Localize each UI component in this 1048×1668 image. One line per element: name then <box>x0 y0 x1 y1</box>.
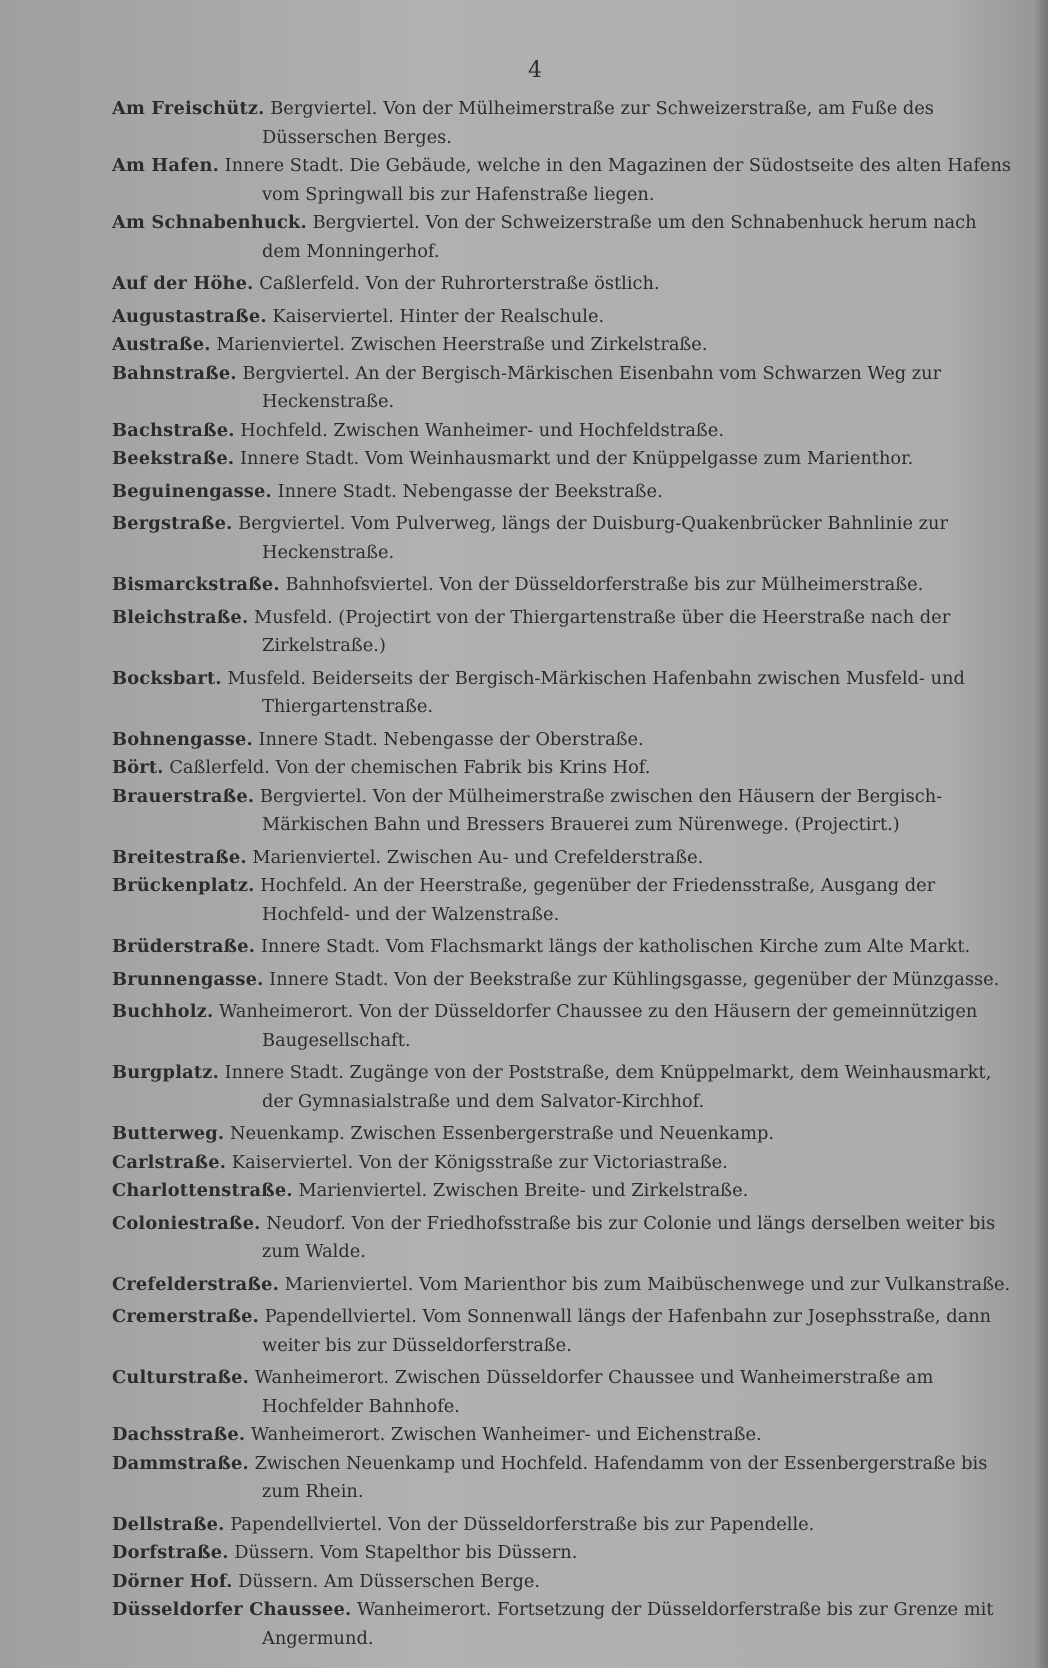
street-entry <box>112 783 1018 840</box>
street-description: Papendellviertel. Vom Sonnenwall längs der Hafenbahn zur Josephsstraße, dann weiter bis zur Düsseldorferstraße. <box>262 1306 992 1356</box>
street-entry <box>112 303 1018 332</box>
street-name: Charlottenstraße. <box>112 1180 293 1201</box>
street-name: Dachsstraße. <box>112 1424 246 1445</box>
street-index <box>112 95 1018 1653</box>
street-description: Kaiserviertel. Hinter der Realschule. <box>272 305 605 327</box>
street-entry <box>112 998 1018 1055</box>
street-description: Bergviertel. An der Bergisch-Märkischen Eisenbahn vom Schwarzen Weg zur Heckenstraße. <box>242 362 942 412</box>
page-edge-shadow <box>1034 0 1048 1668</box>
street-description: Wanheimerort. Zwischen Düsseldorfer Chaussee und Wanheimerstraße am Hochfelder Bahnhofe. <box>254 1367 934 1417</box>
street-name: Bocksbart. <box>112 667 222 689</box>
street-entry <box>112 1450 1018 1507</box>
street-description: Musfeld. Beiderseits der Bergisch-Märkischen Hafenbahn zwischen Musfeld- und Thiergartenstraße. <box>227 667 965 717</box>
street-name: Am Hafen. <box>112 155 220 176</box>
street-description: Innere Stadt. Die Gebäude, welche in den Magazinen der Südostseite des alten Hafens vom Springwall bis zur Hafenstraße liegen. <box>224 155 1012 205</box>
street-description: Bahnhofsviertel. Von der Düsseldorferstraße bis zur Mülheimerstraße. <box>285 574 924 595</box>
street-entry <box>112 1177 1018 1206</box>
street-description: Düssern. Am Düsserschen Berge. <box>238 1570 541 1592</box>
street-entry <box>112 209 1018 266</box>
street-description: Marienviertel. Vom Marienthor bis zum Maibüschenwege und zur Vulkanstraße. <box>284 1273 1011 1295</box>
street-description: Zwischen Neuenkamp und Hochfeld. Hafendamm von der Essenbergerstraße bis zum Rhein. <box>254 1452 988 1502</box>
street-description: Innere Stadt. Vom Flachsmarkt längs der katholischen Kirche zum Alte Markt. <box>260 936 971 957</box>
street-description: Wanheimerort. Von der Düsseldorfer Chaussee zu den Häusern der gemeinnützigen Baugesellschaft. <box>219 1001 978 1051</box>
street-entry <box>112 1149 1018 1178</box>
street-entry <box>112 1539 1018 1568</box>
street-name: Am Freischütz. <box>112 98 265 119</box>
street-entry <box>112 604 1018 661</box>
street-name: Buchholz. <box>112 1001 214 1022</box>
street-description: Papendellviertel. Von der Düsseldorferstraße bis zur Papendelle. <box>230 1513 815 1535</box>
street-name: Austraße. <box>112 334 211 355</box>
street-description: Kaiserviertel. Von der Königsstraße zur Victoriastraße. <box>231 1151 728 1173</box>
street-description: Marienviertel. Zwischen Au- und Crefelderstraße. <box>252 846 704 868</box>
street-name: Brunnengasse. <box>112 968 264 990</box>
street-entry <box>112 754 1018 783</box>
street-entry <box>112 665 1018 722</box>
street-entry <box>112 478 1018 507</box>
street-name: Dammstraße. <box>112 1452 249 1474</box>
street-description: Innere Stadt. Nebengasse der Beekstraße. <box>277 480 663 502</box>
street-entry <box>112 872 1018 929</box>
street-description: Bergviertel. Von der Mülheimerstraße zur Schweizerstraße, am Fuße des Düsserschen Berges. <box>262 98 934 148</box>
street-description: Innere Stadt. Von der Beekstraße zur Kühlingsgasse, gegenüber der Münzgasse. <box>269 968 1000 990</box>
street-name: Düsseldorfer Chaussee. <box>112 1599 352 1620</box>
street-name: Butterweg. <box>112 1123 225 1144</box>
street-description: Wanheimerort. Zwischen Wanheimer- und Eichenstraße. <box>250 1424 762 1445</box>
street-description: Marienviertel. Zwischen Heerstraße und Zirkelstraße. <box>216 334 708 355</box>
street-description: Bergviertel. Von der Mülheimerstraße zwischen den Häusern der Bergisch-Märkischen Bahn und Bressers Brauerei zum Nürenwege. (Projectirt.) <box>259 785 943 835</box>
street-name: Bergstraße. <box>112 513 233 534</box>
street-description: Hochfeld. Zwischen Wanheimer- und Hochfeldstraße. <box>240 419 724 441</box>
street-description: Neudorf. Von der Friedhofsstraße bis zur Colonie und längs derselben weiter bis zum Walde. <box>262 1212 996 1262</box>
street-name: Dellstraße. <box>112 1513 225 1535</box>
street-entry <box>112 933 1018 962</box>
street-name: Brauerstraße. <box>112 785 255 807</box>
street-entry <box>112 726 1018 755</box>
street-description: Wanheimerort. Fortsetzung der Düsseldorferstraße bis zur Grenze mit Angermund. <box>262 1599 994 1649</box>
street-description: Innere Stadt. Vom Weinhausmarkt und der Knüppelgasse zum Marienthor. <box>239 448 914 469</box>
street-description: Düssern. Vom Stapelthor bis Düssern. <box>234 1542 578 1563</box>
street-name: Am Schnabenhuck. <box>112 212 307 233</box>
street-entry <box>112 1364 1018 1421</box>
street-name: Bismarckstraße. <box>112 574 280 595</box>
street-description: Innere Stadt. Nebengasse der Oberstraße. <box>258 728 644 750</box>
street-name: Coloniestraße. <box>112 1212 261 1234</box>
street-name: Breitestraße. <box>112 846 247 868</box>
street-name: Bohnengasse. <box>112 728 253 750</box>
street-name: Carlstraße. <box>112 1151 227 1173</box>
street-name: Augustastraße. <box>112 305 267 327</box>
street-description: Caßlerfeld. Von der chemischen Fabrik bis Krins Hof. <box>169 757 651 778</box>
street-description: Bergviertel. Von der Schweizerstraße um den Schnabenhuck herum nach dem Monningerhof. <box>262 212 977 262</box>
street-entry <box>112 270 1018 299</box>
street-name: Bachstraße. <box>112 419 235 441</box>
street-name: Dörner Hof. <box>112 1570 233 1592</box>
street-entry <box>112 1596 1018 1653</box>
street-entry <box>112 1210 1018 1267</box>
street-name: Dorfstraße. <box>112 1542 229 1563</box>
street-name: Brückenplatz. <box>112 875 255 896</box>
street-name: Brüderstraße. <box>112 936 256 957</box>
street-entry <box>112 510 1018 567</box>
street-description: Innere Stadt. Zugänge von der Poststraße, dem Knüppelmarkt, dem Weinhausmarkt, der Gymnasialstraße und dem Salvator-Kirchhof. <box>224 1062 992 1112</box>
street-entry <box>112 1059 1018 1116</box>
street-entry <box>112 445 1018 474</box>
street-name: Cremerstraße. <box>112 1306 260 1327</box>
street-name: Beekstraße. <box>112 448 235 469</box>
street-entry <box>112 1120 1018 1149</box>
street-name: Bleichstraße. <box>112 606 249 628</box>
street-entry <box>112 1568 1018 1597</box>
street-name: Bört. <box>112 757 164 778</box>
street-entry <box>112 1303 1018 1360</box>
page-number: 4 <box>528 58 542 83</box>
street-name: Bahnstraße. <box>112 362 237 384</box>
street-description: Neuenkamp. Zwischen Essenbergerstraße und Neuenkamp. <box>229 1123 774 1144</box>
street-entry <box>112 152 1018 209</box>
street-entry <box>112 1271 1018 1300</box>
street-entry <box>112 966 1018 995</box>
street-entry <box>112 1511 1018 1540</box>
street-entry <box>112 1421 1018 1450</box>
street-name: Burgplatz. <box>112 1062 219 1083</box>
street-entry <box>112 844 1018 873</box>
street-description: Caßlerfeld. Von der Ruhrorterstraße östlich. <box>259 273 660 294</box>
street-name: Culturstraße. <box>112 1367 250 1388</box>
street-entry <box>112 360 1018 417</box>
street-description: Hochfeld. An der Heerstraße, gegenüber der Friedensstraße, Ausgang der Hochfeld- und der Walzenstraße. <box>260 875 936 925</box>
street-name: Beguinengasse. <box>112 480 272 502</box>
street-entry <box>112 417 1018 446</box>
street-entry <box>112 571 1018 600</box>
street-name: Auf der Höhe. <box>112 273 254 294</box>
street-description: Musfeld. (Projectirt von der Thiergartenstraße über die Heerstraße nach der Zirkelstraße.) <box>254 606 951 656</box>
street-description: Marienviertel. Zwischen Breite- und Zirkelstraße. <box>298 1180 749 1201</box>
street-entry <box>112 331 1018 360</box>
street-name: Crefelderstraße. <box>112 1273 279 1295</box>
street-entry <box>112 95 1018 152</box>
street-description: Bergviertel. Vom Pulverweg, längs der Duisburg-Quakenbrücker Bahnlinie zur Heckenstraße. <box>238 513 948 563</box>
